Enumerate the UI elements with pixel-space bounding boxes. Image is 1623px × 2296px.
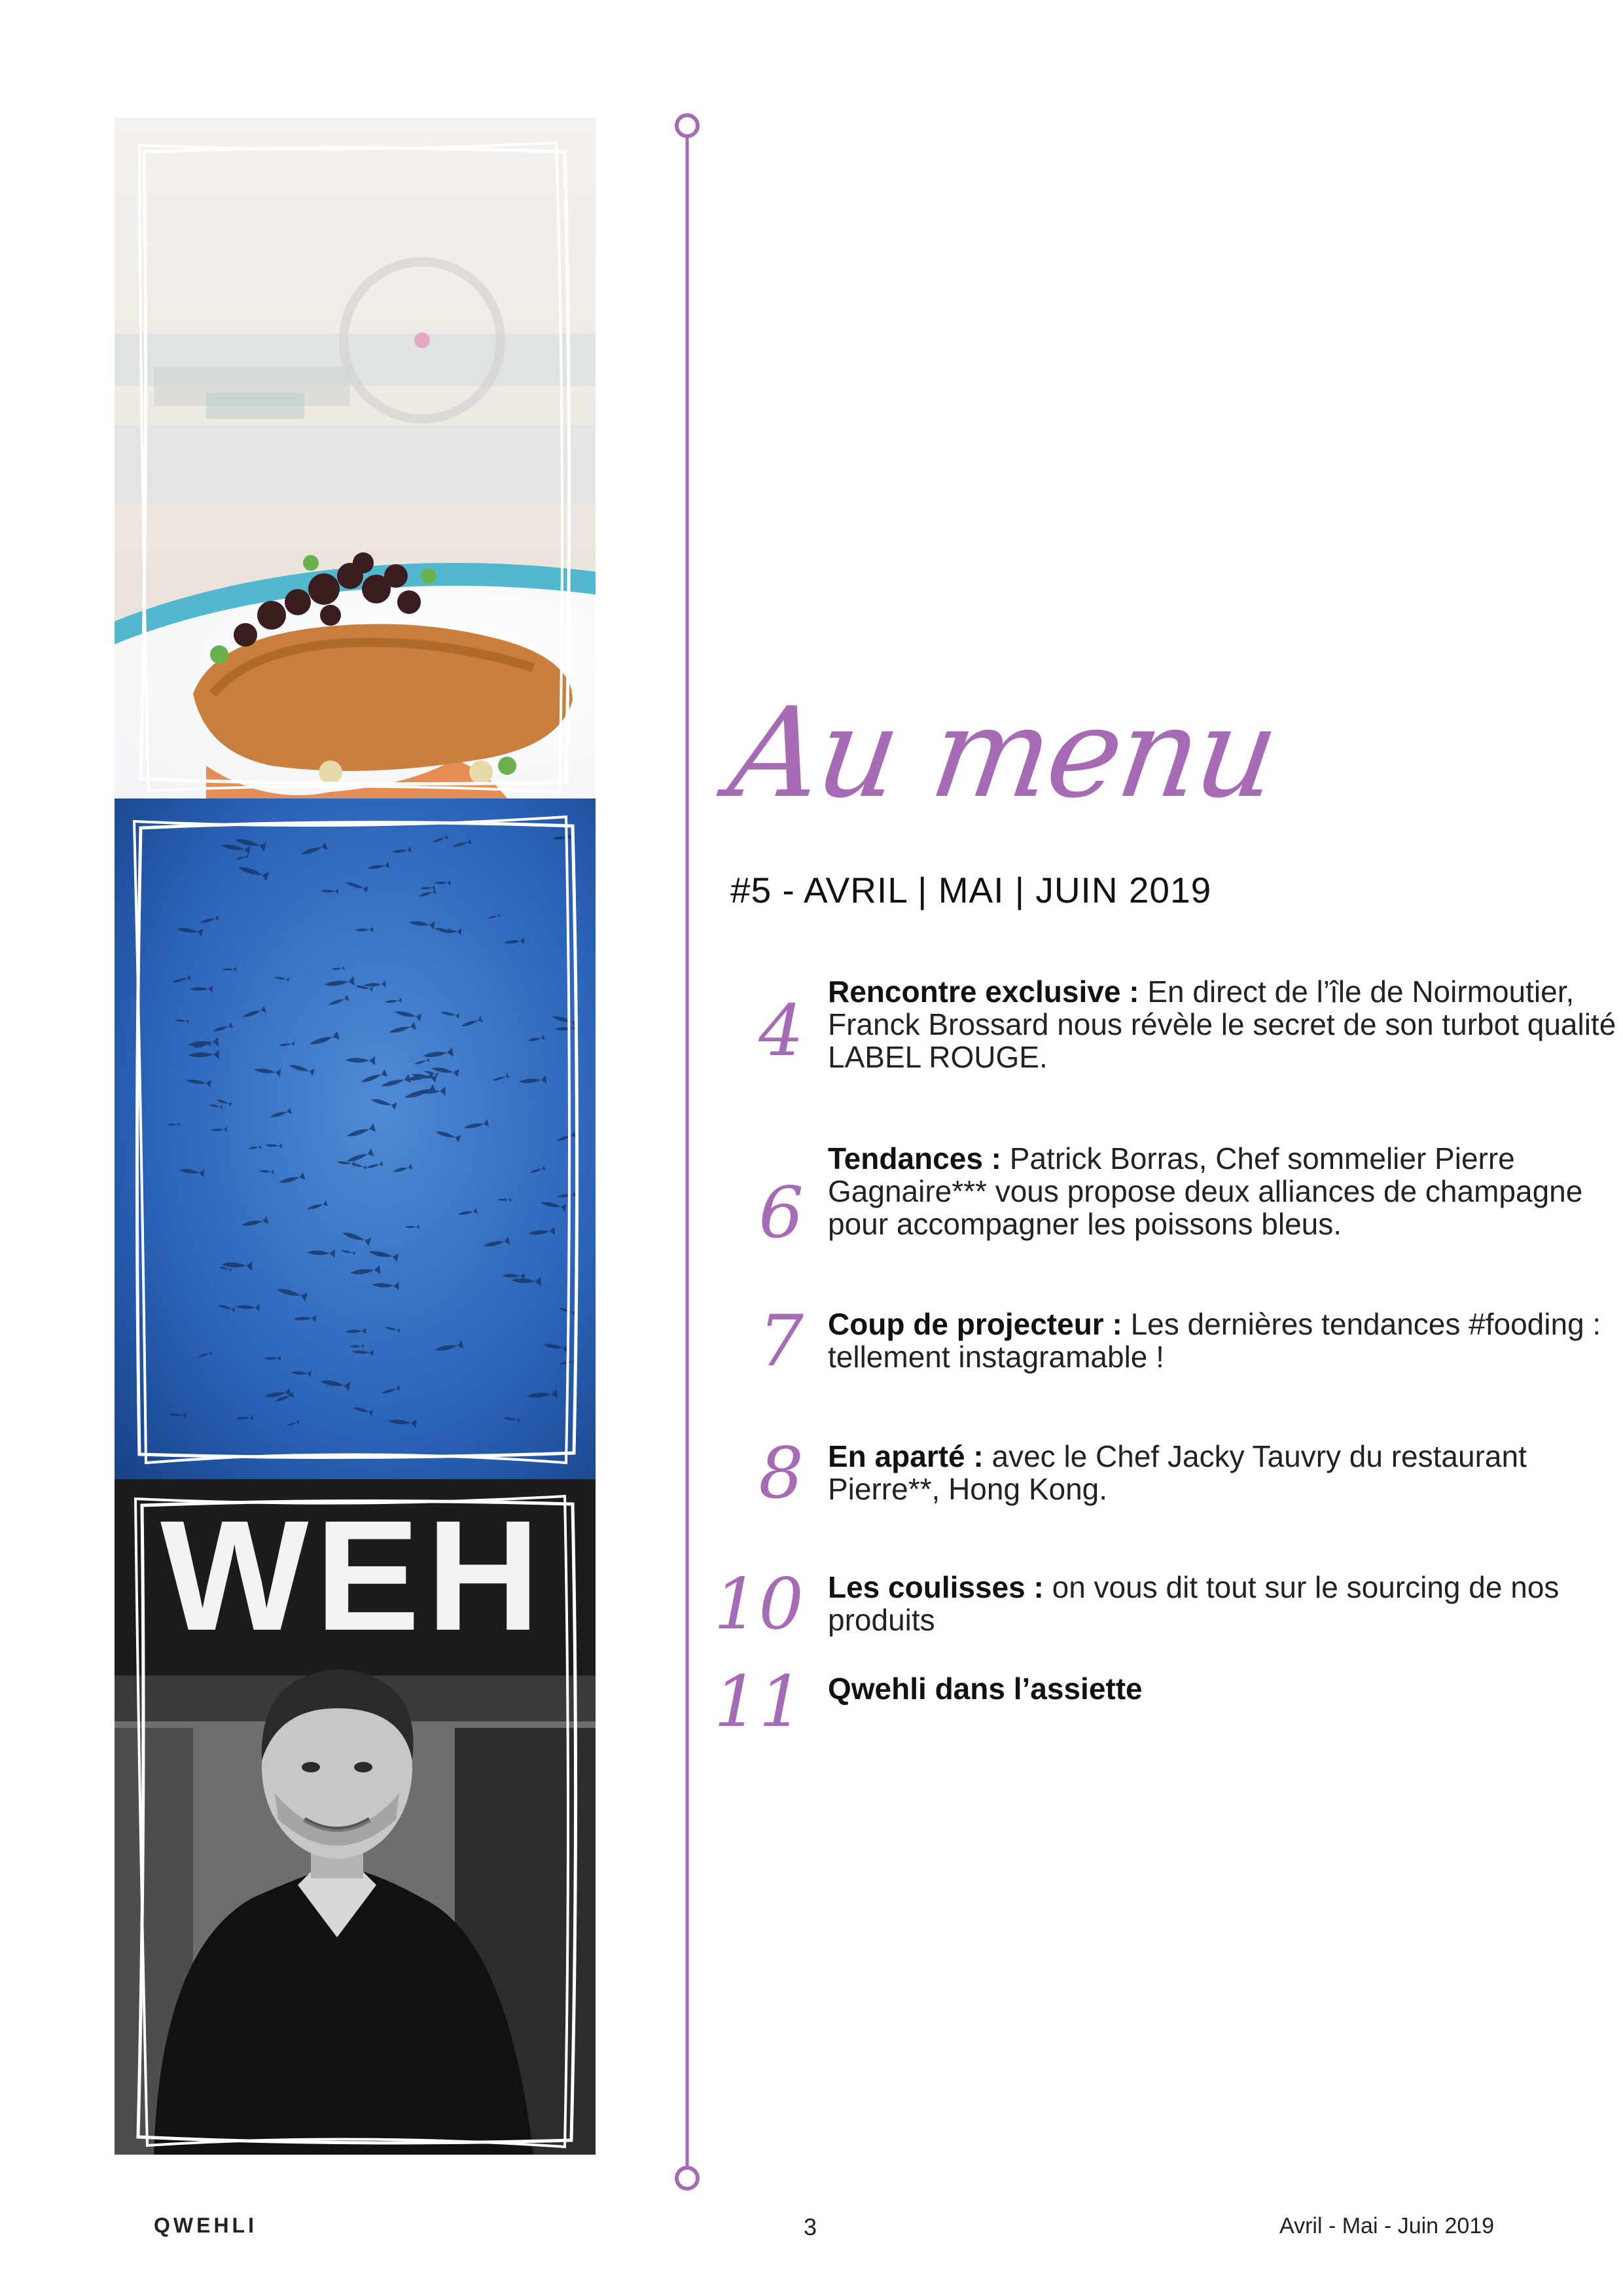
entry-description: Les dernières tendances #fooding : tellement instagramable ! [828,1307,1601,1374]
footer-brand: QWEHLI [154,2214,257,2237]
entry-text [828,1571,1623,1636]
page-number: 7 [758,1300,804,1382]
entry-heading: Qwehli dans l’assiette [828,1672,1143,1706]
timeline-decoration [668,111,707,2193]
footer-page-number: 3 [804,2214,817,2240]
entry-text [828,1672,1623,1705]
issue-label: #5 - AVRIL | MAI | JUIN 2019 [730,870,1212,910]
page-number: 8 [758,1433,804,1515]
entry-description: En direct de l’île de Noirmoutier, Franck Brossard nous révèle le secret de son turbot qualité LABEL ROUGE. [828,975,1616,1074]
page-number: 6 [758,1172,804,1254]
entry-heading: Les coulisses : [828,1570,1044,1604]
entry-description: Patrick Borras, Chef sommelier Pierre Gagnaire*** vous propose deux alliances de champagne pour accompagner les poissons bleus. [828,1141,1583,1241]
page-number: 10 [713,1564,804,1645]
food-photo [115,118,596,798]
footer-date: Avril - Mai - Juin 2019 [1279,2214,1495,2238]
entry-description: on vous dit tout sur le sourcing de nos produits [828,1570,1560,1637]
photo-column [115,118,596,2155]
page-number: 11 [713,1661,804,1743]
entry-text [828,1440,1623,1505]
entry-heading: Rencontre exclusive : [828,975,1139,1009]
entry-heading: Tendances : [828,1141,1001,1175]
entry-description: avec le Chef Jacky Tauvry du restaurant Pierre**, Hong Kong. [828,1439,1527,1506]
entry-text [828,1308,1623,1373]
entry-heading: En aparté : [828,1439,984,1473]
page-number: 4 [758,990,804,1072]
page-title: Au menu [721,681,1285,825]
entry-heading: Coup de projecteur : [828,1307,1122,1341]
ocean-fish-photo [115,798,596,1479]
chef-portrait-photo [115,1479,596,2155]
chef-photo-sign-text: WEH [160,1488,546,1663]
entry-text [828,1142,1623,1240]
entry-text [828,975,1623,1073]
